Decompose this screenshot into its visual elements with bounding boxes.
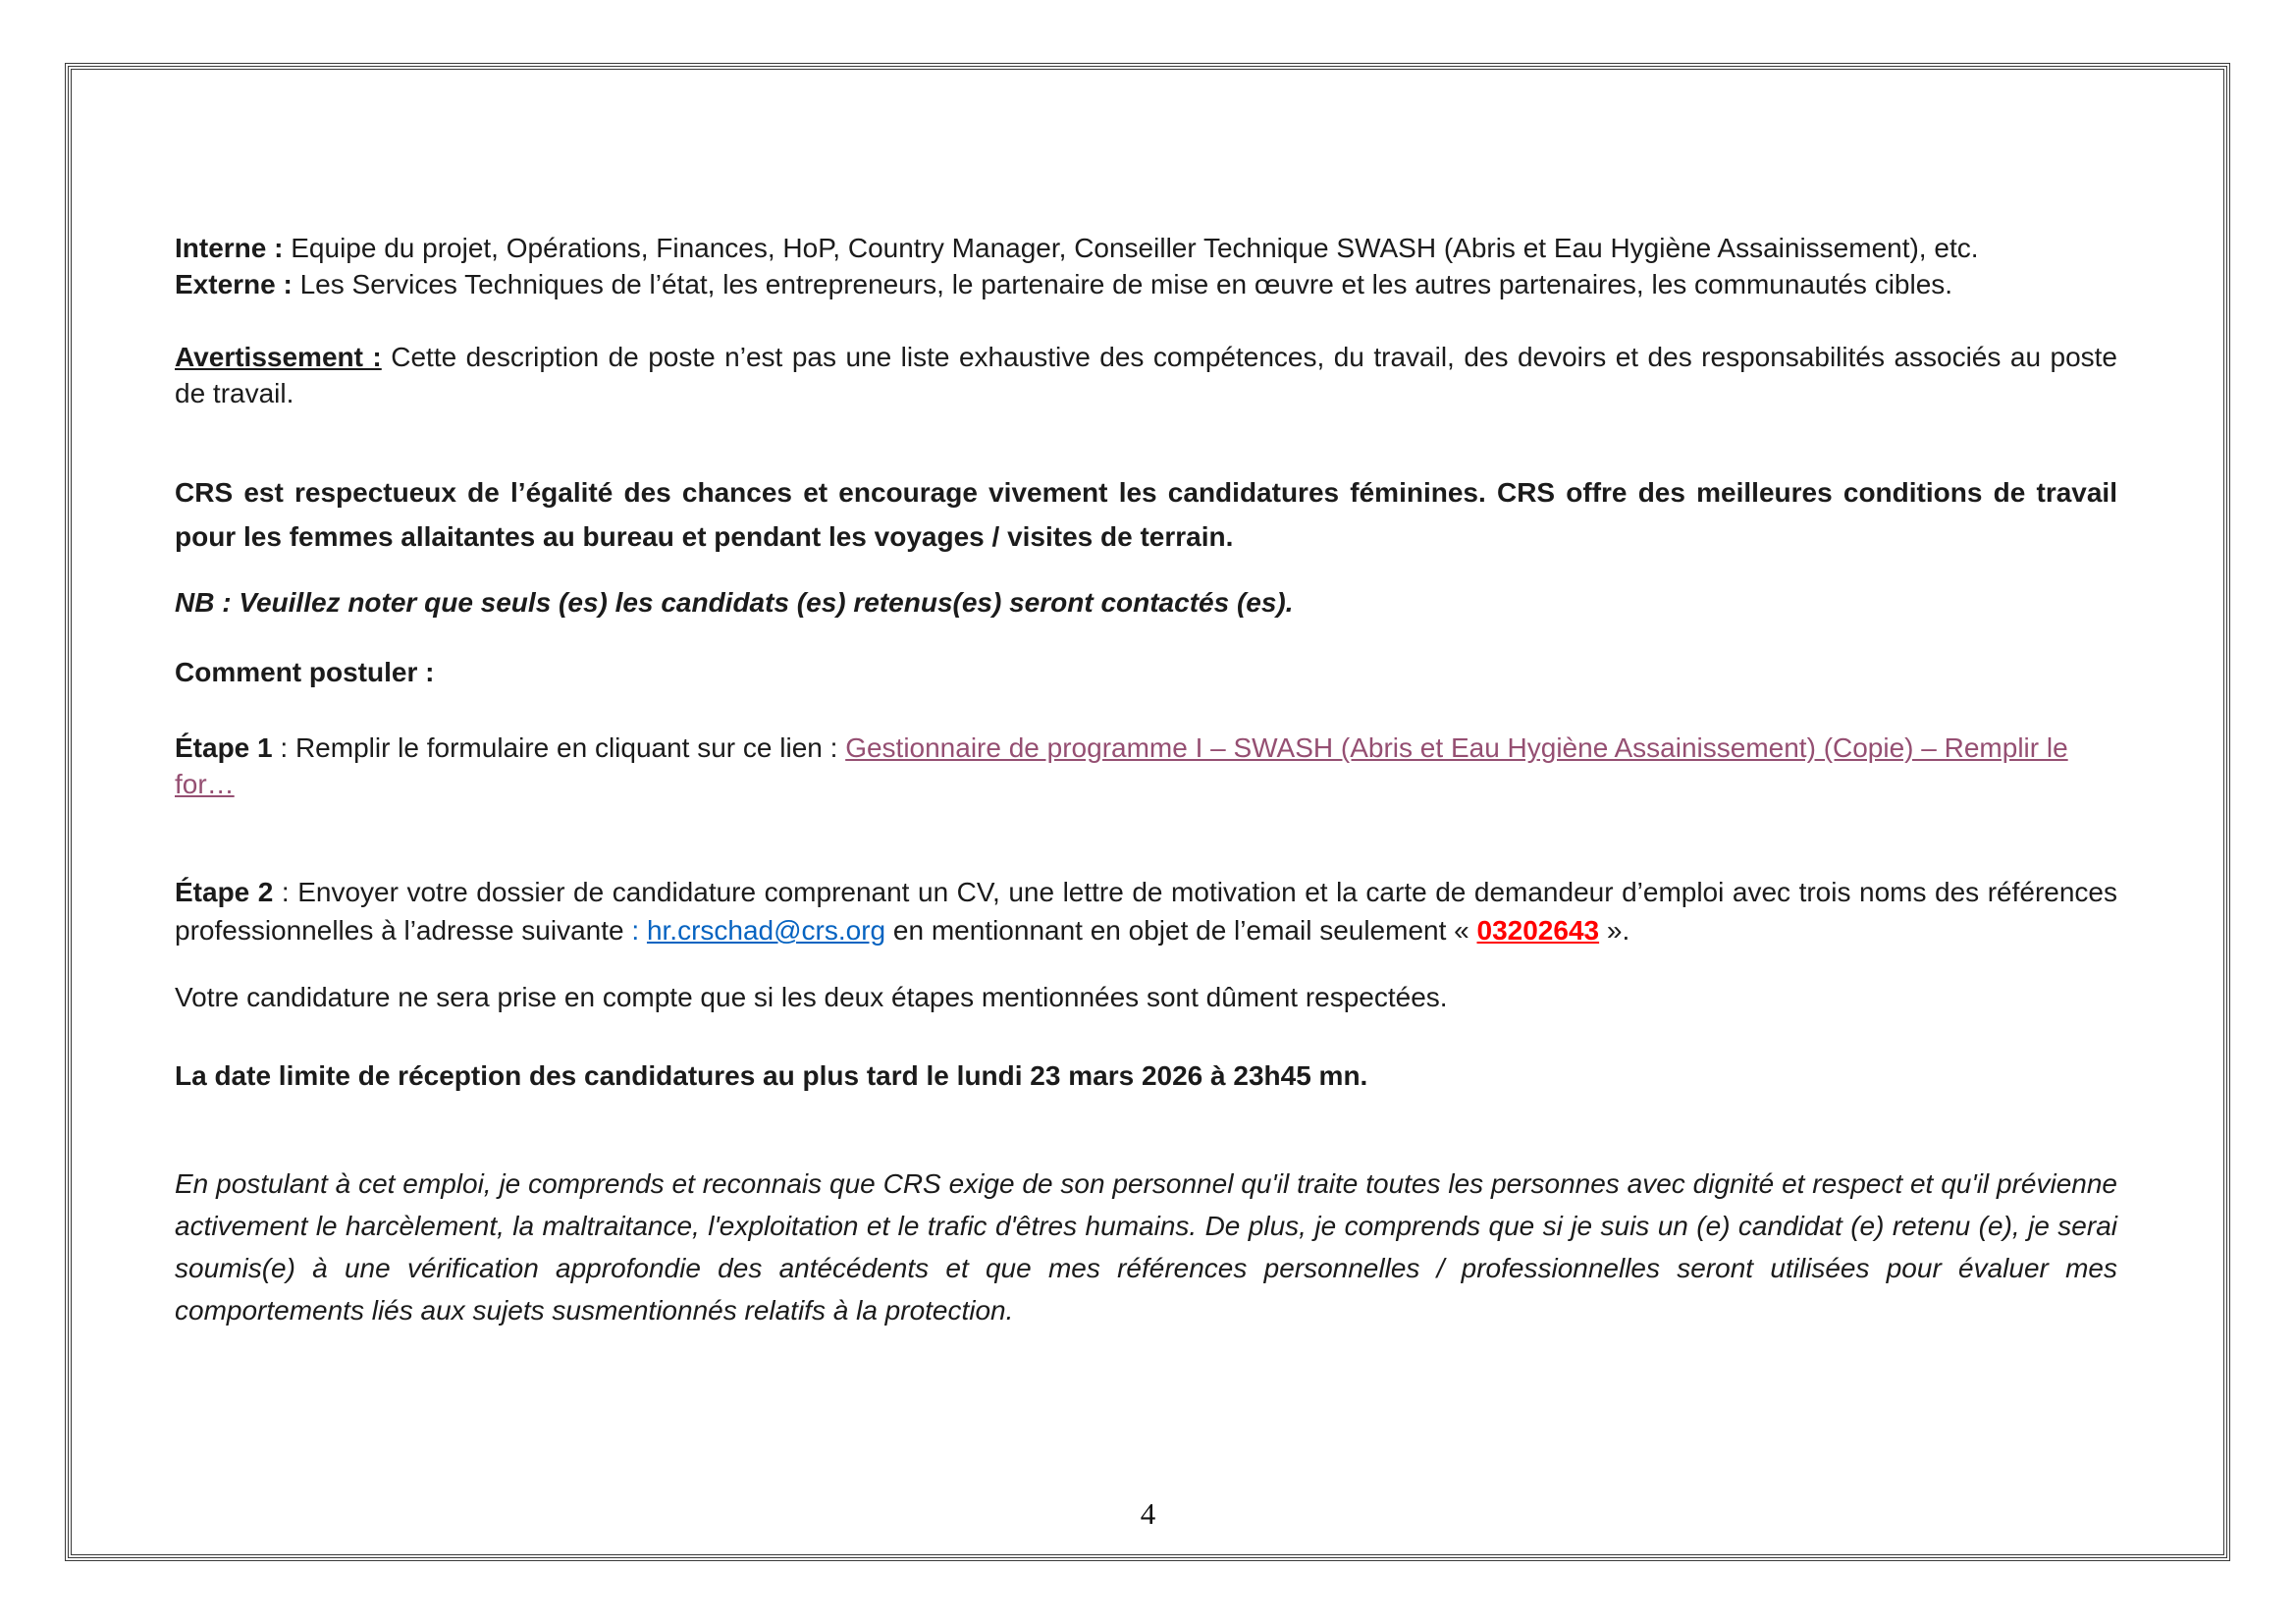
safeguarding-text: En postulant à cet emploi, je comprends et reconnais que CRS exige de son personnel qu'il traite toutes les personnes avec dignité et respect et qu'il prévienne activement le harcèlement, la maltraitance, l'exploitation et le trafic d'êtres humains. De plus, je comprends que si je suis un (e) candidat (e) retenu (e), je serai soumis(e) à une vérification approfondie des antécédents et que mes références personnelles / professionnelles seront utilisées pour évaluer mes comportements liés aux sujets susmentionnés relatifs à la protection. (175, 1168, 2117, 1326)
paragraph-how-to-apply (175, 654, 2117, 690)
step2-email-link[interactable]: hr.crschad@crs.org (646, 915, 886, 946)
validity-note-text: Votre candidature ne sera prise en compte que si les deux étapes mentionnées sont dûment respectées. (175, 982, 1448, 1012)
paragraph-nb-note (175, 584, 2117, 621)
step2-text-c: ». (1599, 915, 1630, 946)
avertissement-label: Avertissement : (175, 342, 382, 372)
avertissement-text: Cette description de poste n’est pas une liste exhaustive des compétences, du travail, des devoirs et des responsabilités associés au poste de travail. (175, 342, 2118, 408)
step2-job-code-link[interactable]: 03202643 (1476, 915, 1600, 946)
paragraph-safeguarding (175, 1163, 2117, 1331)
step2-label: Étape 2 (175, 877, 274, 907)
paragraph-externe (175, 266, 2117, 302)
interne-text: Equipe du projet, Opérations, Finances, HoP, Country Manager, Conseiller Technique SWASH (Abris et Eau Hygiène Assainissement), etc. (283, 233, 1979, 263)
document-content (175, 230, 2117, 1331)
externe-text: Les Services Techniques de l’état, les entrepreneurs, le partenaire de mise en œuvre et les autres partenaires, les communautés cibles. (292, 269, 1953, 299)
step1-form-link[interactable]: Gestionnaire de programme I – SWASH (Abris et Eau Hygiène Assainissement) (Copie) – Remplir le for… (175, 732, 2068, 799)
paragraph-interne (175, 230, 2117, 266)
step2-text-b: en mentionnant en objet de l’email seulement « (885, 915, 1477, 946)
paragraph-validity-note (175, 979, 2117, 1015)
step1-label: Étape 1 (175, 732, 273, 763)
step2-text-a: : Envoyer votre dossier de candidature comprenant un CV, une lettre de motivation et la carte de demandeur d’emploi avec trois noms des références professionnelles à l’adresse suivante (175, 877, 2117, 946)
how-to-apply-heading: Comment postuler : (175, 657, 435, 687)
equal-opportunity-text: CRS est respectueux de l’égalité des chances et encourage vivement les candidatures féminines. CRS offre des meilleures conditions de travail pour les femmes allaitantes au bureau et pendant les voyages / visites de terrain. (175, 477, 2117, 552)
paragraph-deadline (175, 1057, 2117, 1094)
deadline-text: La date limite de réception des candidatures au plus tard le lundi 23 mars 2026 à 23h45 mn. (175, 1060, 1368, 1091)
paragraph-step2 (175, 873, 2117, 949)
paragraph-avertissement (175, 339, 2117, 411)
paragraph-step1 (175, 730, 2117, 802)
interne-label: Interne : (175, 233, 284, 263)
paragraph-equal-opportunity (175, 470, 2117, 559)
page-number: 4 (1140, 1496, 1156, 1531)
step2-colon: : (631, 915, 647, 946)
nb-note-text: NB : Veuillez noter que seuls (es) les candidats (es) retenus(es) seront contactés (es). (175, 587, 1294, 618)
step1-text: : Remplir le formulaire en cliquant sur ce lien : (272, 732, 846, 763)
externe-label: Externe : (175, 269, 293, 299)
